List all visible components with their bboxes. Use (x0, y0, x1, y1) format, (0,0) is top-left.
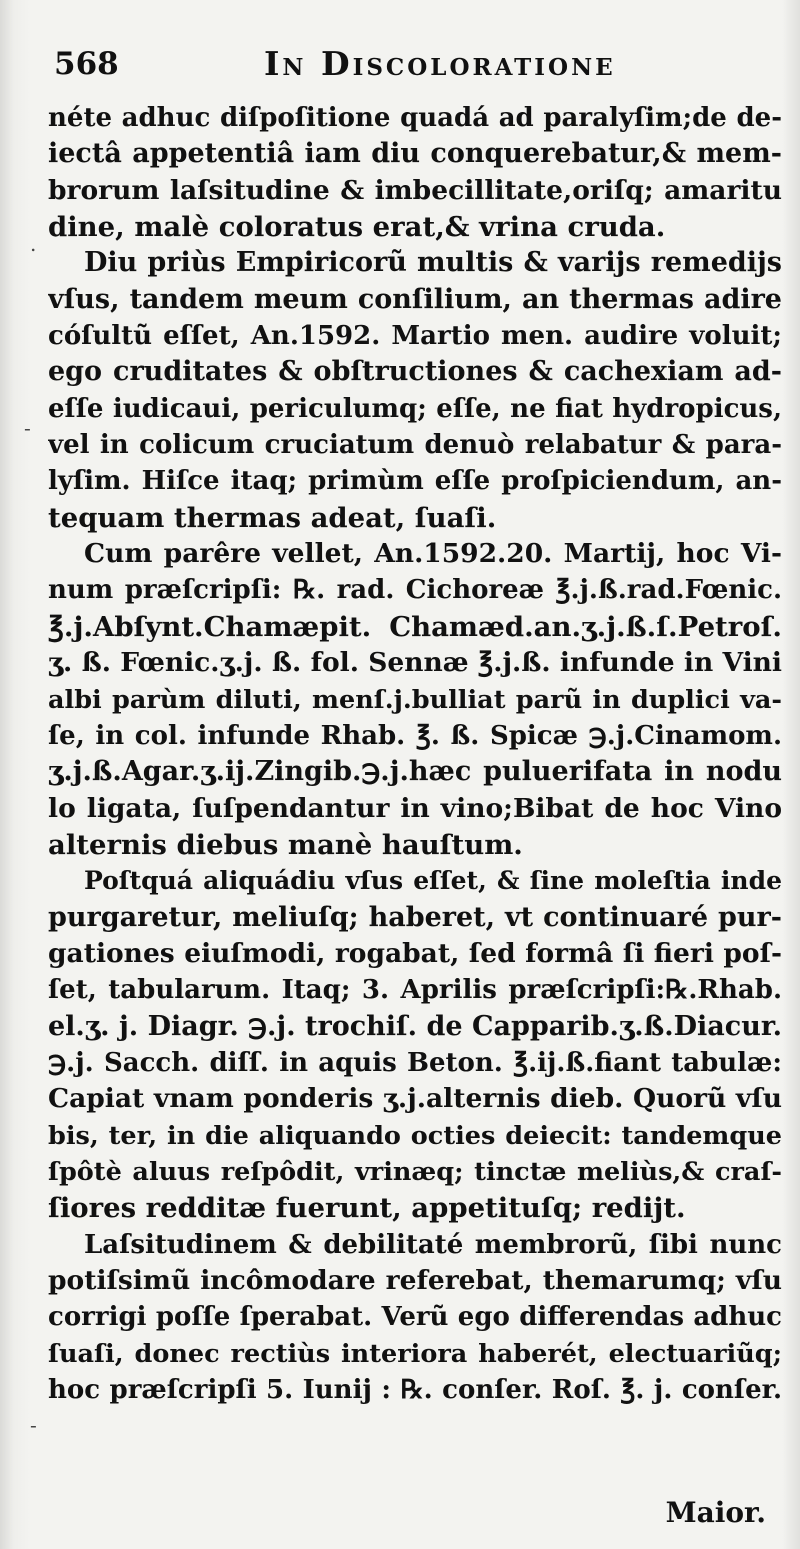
text-line: Poſtquá aliquádiu vſus eſſet, & ſine moleſtia inde (84, 866, 782, 896)
text-line: lyſim. Hiſce itaq; primùm eſſe proſpiciendum, an- (48, 466, 782, 497)
text-line: ſuaſi, donec rectiùs interiora haberét, electuariũq; (48, 1338, 782, 1369)
text-line: alternis diebus manè hauſtum. (48, 828, 523, 861)
text-line: gationes eiuſmodi, rogabat, ſed formâ ſi fieri poſ- (48, 937, 782, 969)
text-line: corrigi poſſe ſperabat. Verũ ego differendas adhuc (48, 1302, 782, 1333)
text-line: brorum laſsitudine & imbecillitate,oriſq; amaritu (48, 174, 782, 206)
margin-dot: . (30, 232, 37, 256)
text-line: ℥.j.Abſynt.Chamæpit. Chamæd.an.ʒ.j.ß.ſ.Petroſ. (48, 610, 782, 643)
text-line: ſiores redditæ fuerunt, appetituſq; redijt. (48, 1192, 686, 1225)
text-line: ℈.j. Sacch. diſſ. in aquis Beton. ℥.ij.ß.fiant tabulæ: (48, 1047, 782, 1078)
text-line: Cum parêre vellet, An.1592.20. Martij, hoc Vi- (84, 538, 782, 570)
text-line: el.ʒ. j. Diagr. ℈.j. trochiſ. de Capparib.ʒ.ß.Diacur. (48, 1010, 782, 1042)
text-line: ſet, tabularum. Itaq; 3. Aprilis præſcripſi:℞.Rhab. (48, 975, 782, 1006)
text-line: dine, malè coloratus erat,& vrina cruda. (48, 211, 666, 244)
text-line: ſe, in col. infunde Rhab. ℥. ß. Spicæ ℈.j.Cinamom. (48, 720, 782, 751)
text-line: ego cruditates & obſtructiones & cachexiam ad- (48, 356, 782, 388)
catchword: Maior. (665, 1496, 766, 1529)
text-line: Capiat vnam ponderis ʒ.j.alternis dieb. Quorũ vſu (48, 1083, 782, 1115)
text-line: vel in colicum cruciatum denuò relabatur & para- (48, 430, 782, 461)
page-number: 568 (54, 46, 119, 82)
text-line: potiſsimũ incômodare referebat, themarumq; vſu (48, 1265, 782, 1296)
text-line: ʒ. ß. Fœnic.ʒ.j. ß. fol. Sennæ ℥.j.ß. infunde in Vini (48, 647, 782, 679)
text-line: albi parùm diluti, menſ.j.bulliat parũ in duplici va- (48, 684, 782, 715)
text-line: eſſe iudicaui, periculumq; eſſe, ne fiat hydropicus, (48, 393, 782, 424)
text-line: cóſultũ eſſet, An.1592. Martio men. audire voluit; (48, 321, 782, 352)
text-line: hoc præſcripſi 5. Iunij : ℞. conſer. Roſ. ℥. j. conſer. (48, 1375, 782, 1406)
text-line: tequam thermas adeat, ſuaſi. (48, 501, 497, 534)
text-line: ʒ.j.ß.Agar.ʒ.ij.Zingib.℈.j.hæc puluerifata in nodu (48, 756, 782, 788)
text-line: Laſsitudinem & debilitaté membrorũ, ſibi nunc (84, 1229, 782, 1260)
text-line: lo ligata, ſuſpendantur in vino;Bibat de hoc Vino (48, 792, 782, 824)
text-line: vſus, tandem meum conſilium, an thermas adire (48, 283, 782, 315)
text-line: néte adhuc diſpoſitione quadá ad paralyſim;de de- (48, 103, 782, 133)
text-line: ſpôtè aluus reſpôdit, vrinæq; tinctæ meliùs,& craſ- (48, 1156, 782, 1187)
page-header (48, 40, 770, 96)
margin-dash: - (24, 416, 31, 440)
running-head: In Discoloratione (264, 44, 616, 83)
body-text (48, 100, 782, 1408)
text-line: num præſcripſi: ℞. rad. Cichoreæ ℥.j.ß.rad.Fœnic. (48, 575, 782, 606)
text-line: bis, ter, in die aliquando octies deiecit: tandemque (48, 1120, 782, 1151)
text-line: iectâ appetentiâ iam diu conquerebatur,& mem- (48, 138, 782, 170)
margin-dash: - (30, 1413, 37, 1437)
text-line: purgaretur, meliuſq; haberet, vt continuaré pur- (48, 901, 782, 933)
text-line: Diu priùs Empiricorũ multis & varijs remedijs (84, 247, 782, 279)
